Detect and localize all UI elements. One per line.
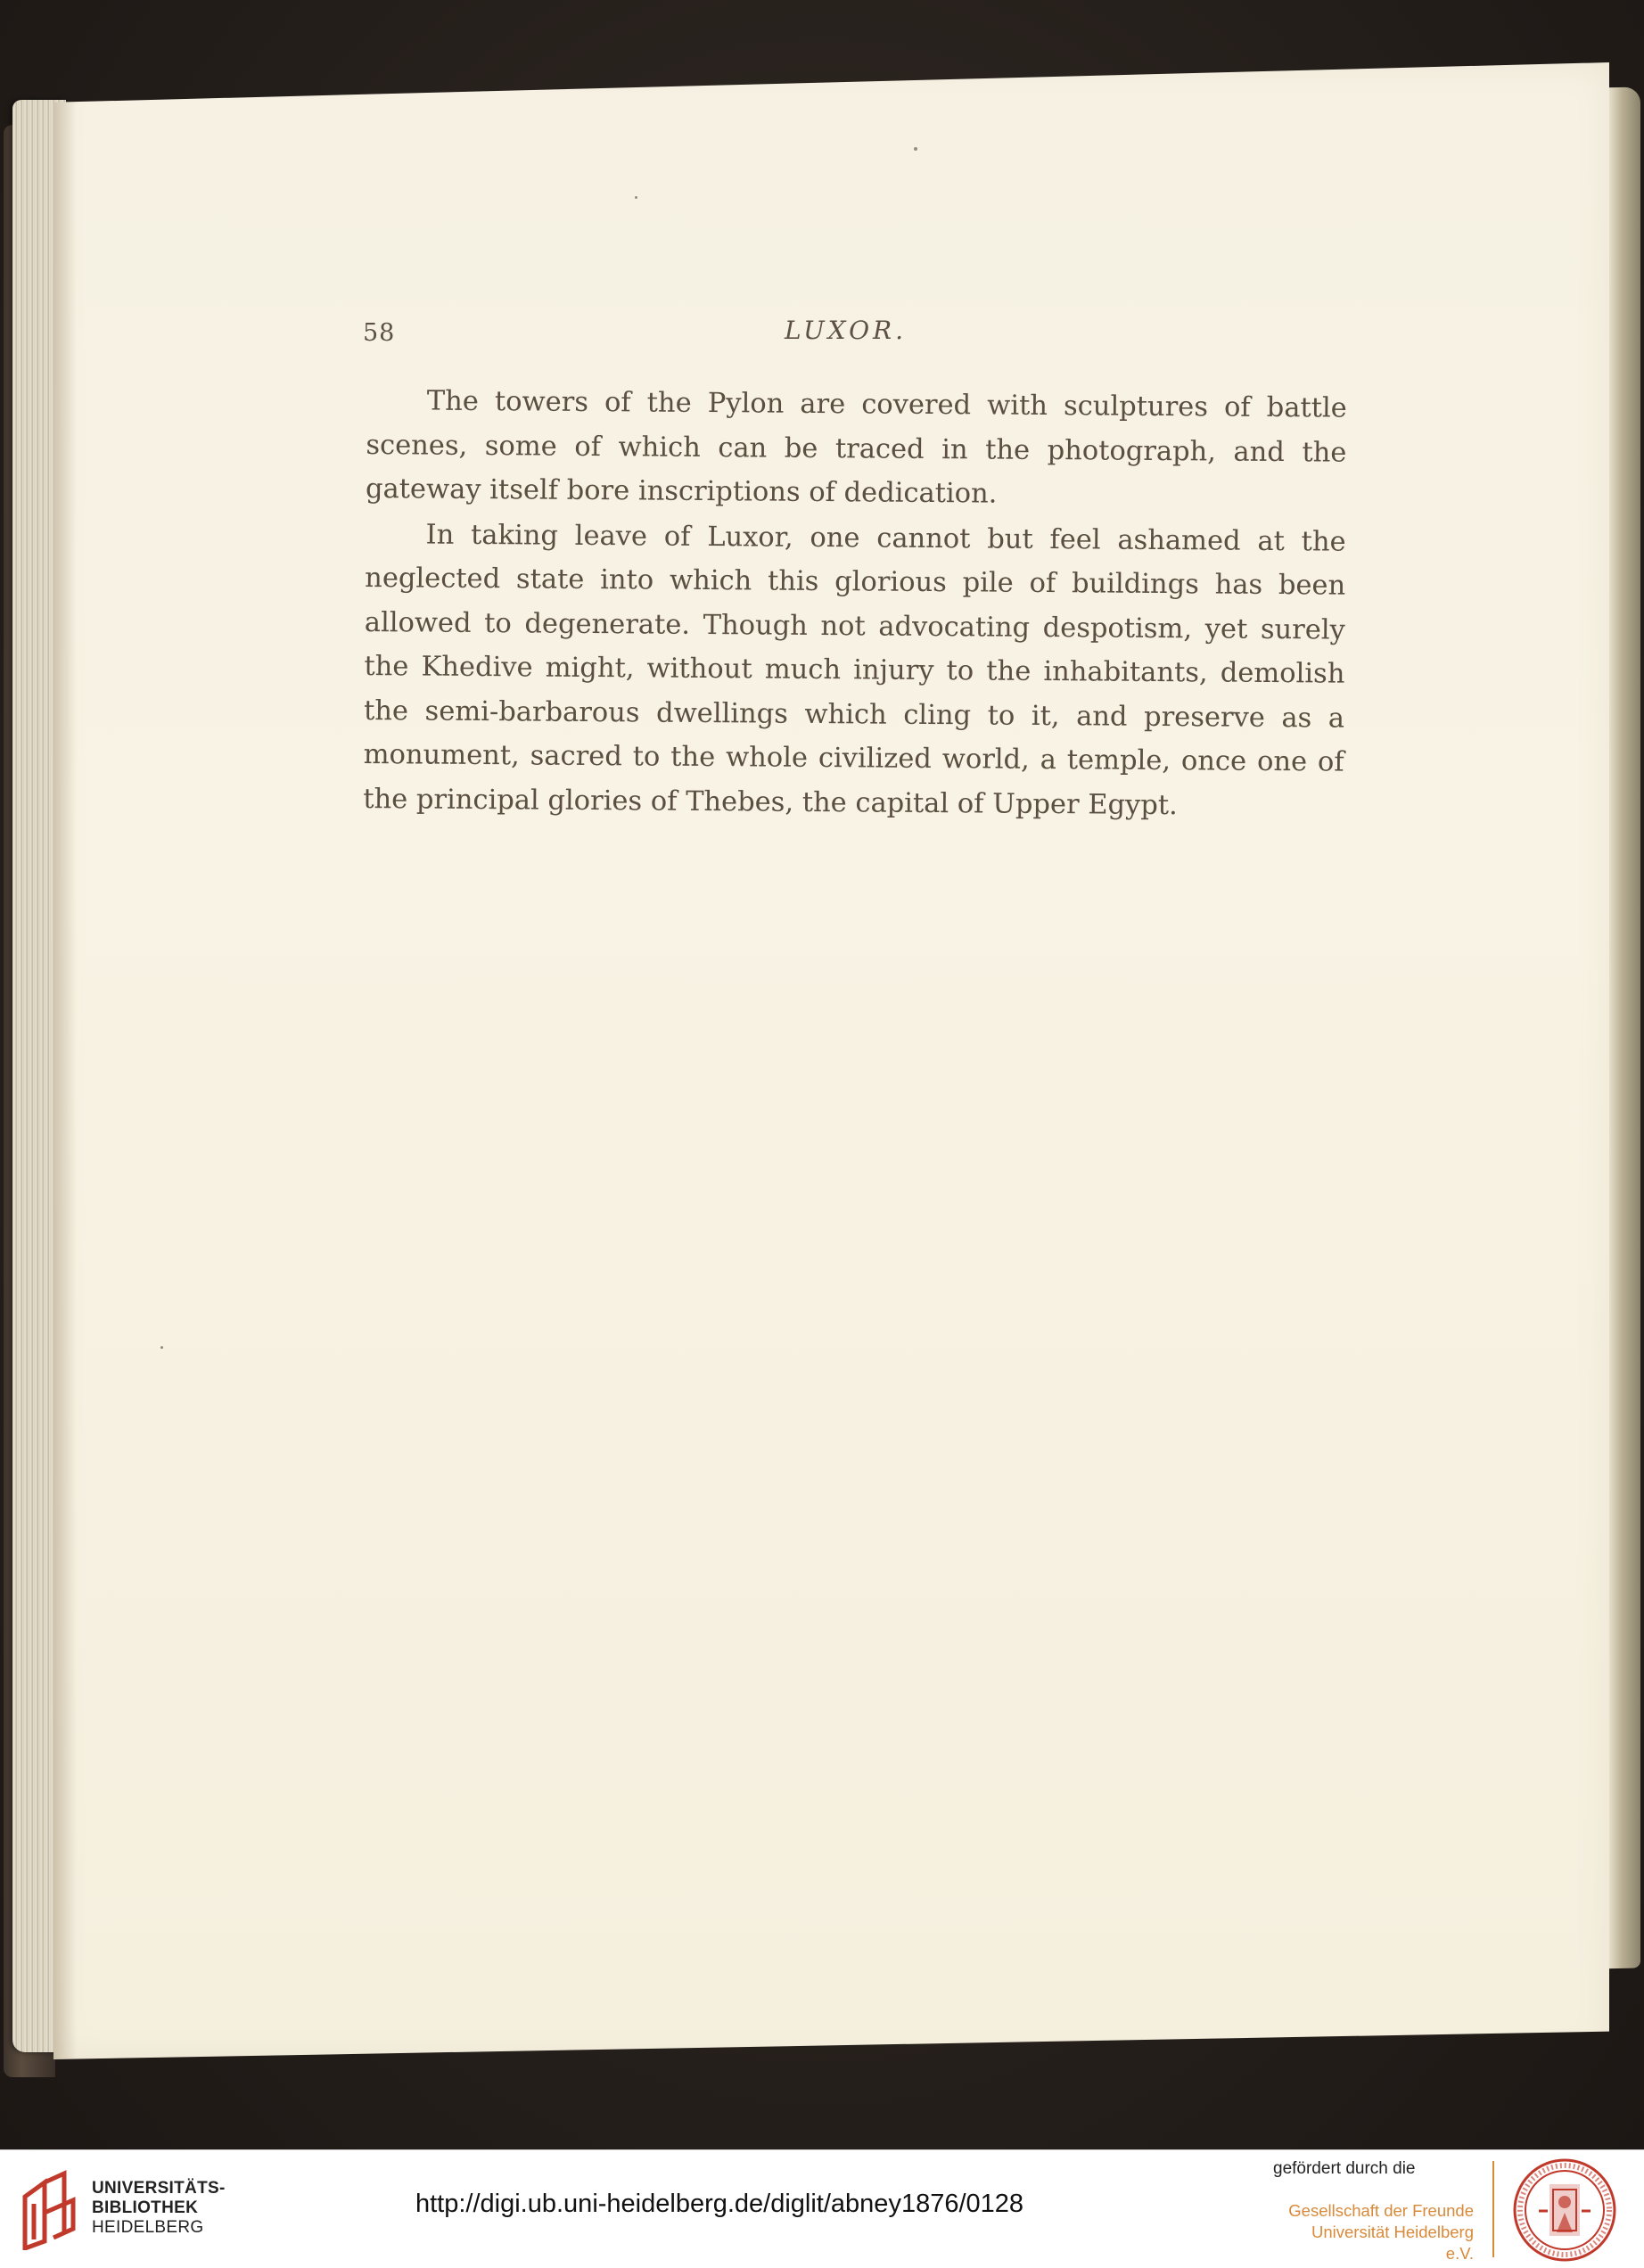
paper-speck — [160, 1346, 163, 1349]
paper-speck — [914, 147, 917, 151]
sponsor-name[interactable] — [1279, 2200, 1474, 2264]
book-page — [53, 62, 1609, 2059]
ub-heidelberg-logo-icon[interactable] — [18, 2170, 80, 2250]
library-name-line: HEIDELBERG — [92, 2218, 204, 2237]
sponsor-name-line: Gesellschaft der Freunde — [1288, 2201, 1474, 2220]
running-title: LUXOR. — [785, 316, 908, 345]
paragraph: The towers of the Pylon are covered with sculptures of battle scenes, some of which can be traced in the photograph, and the gateway itself bore inscriptions of dedication. — [365, 385, 1347, 510]
running-head — [0, 312, 1644, 357]
footer-bar — [0, 2149, 1644, 2268]
sponsor-label: gefördert durch die — [1273, 2159, 1416, 2178]
library-name-line: UNIVERSITÄTS- — [92, 2179, 226, 2198]
paragraph: In taking leave of Luxor, one cannot but feel ashamed at the neglected state into which this glorious pile of buildings has been allowed to degenerate. Though not advocating despotism, yet surely the Khedive might, without much injury to the inhabitants, demolish the semi-barbarous dwellings which cling to it, and preserve as a monument, sacred to the whole civilized world, a temple, once one of the principal glories of Thebes, the capital of Upper Egypt. — [363, 519, 1346, 821]
library-name-line: BIBLIOTHEK — [92, 2198, 199, 2217]
body-text — [363, 379, 1347, 830]
university-seal-icon[interactable] — [1512, 2157, 1617, 2263]
footer-divider — [1492, 2161, 1494, 2257]
sponsor-name-line: Universität Heidelberg e.V. — [1311, 2223, 1474, 2263]
library-name[interactable] — [92, 2179, 226, 2238]
permalink-url[interactable]: http://digi.ub.uni-heidelberg.de/diglit/abney1876/0128 — [415, 2190, 1024, 2218]
paper-speck — [635, 196, 637, 199]
page-number: 58 — [363, 319, 396, 347]
